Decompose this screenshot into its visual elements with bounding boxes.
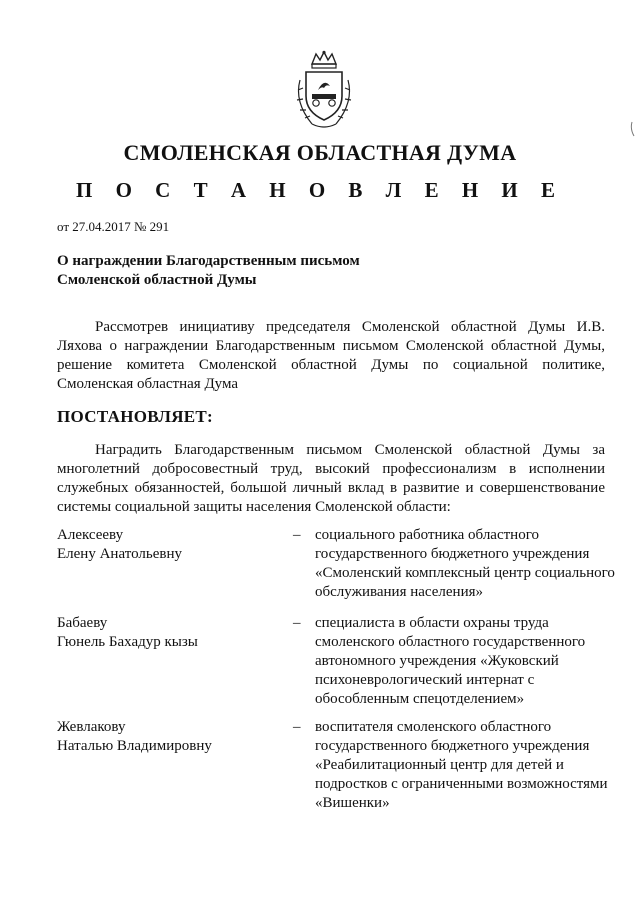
awardee-name [57,526,277,564]
document-number: от 27.04.2017 № 291 [57,219,170,234]
document-subject [57,252,457,290]
decision-paragraph: Наградить Благодарственным письмом Смоленской областной Думы за многолетний добросовестный труд, высокий профессионализм в исполнении служебных обязанностей, большой личный вклад в развитие и совершенствование системы социальной защиты населения Смоленской области: [57,442,605,515]
awardee-given-name: Гюнель Бахадур кызы [57,634,198,650]
resolves-heading: ПОСТАНОВЛЯЕТ: [57,407,214,426]
coat-of-arms-icon [292,50,356,132]
awardee-given-name: Наталью Владимировну [57,738,212,754]
awardee-given-name: Елену Анатольевну [57,546,182,562]
intro-paragraph: Рассмотрев инициативу председателя Смоленской областной Думы И.В. Ляхова о награждении Благодарственным письмом Смоленской областной Думы, решение комитета Смоленской областной Думы по социальной политике, Смоленская областная Дума [57,319,605,392]
awardee-dash: – [293,527,301,543]
awardee-description: воспитателя смоленского областного государственного бюджетного учреждения «Реабилитационный центр для детей и подростков с ограниченными возможностями «Вишенки» [315,719,608,811]
awardee-dash: – [293,615,301,631]
subject-line-2: Смоленской областной Думы [57,272,257,288]
awardee-dash: – [293,719,301,735]
awardee-name [57,614,277,652]
awardee-description: специалиста в области охраны труда смоленского областного государственного автономного учреждения «Жуковский психоневрологический интернат с обособленным спецотделением» [315,615,586,707]
document-type: П О С Т А Н О В Л Е Н И Е [75,178,564,202]
awardee-surname: Алексееву [57,527,124,543]
subject-line-1: О награждении Благодарственным письмом [57,253,360,269]
organization-title: СМОЛЕНСКАЯ ОБЛАСТНАЯ ДУМА [123,140,517,165]
awardee-description: социального работника областного государственного бюджетного учреждения «Смоленский комплексный центр социального обслуживания населения» [315,527,615,600]
awardee-name [57,718,277,756]
margin-mark-icon [628,120,640,138]
awardee-surname: Жевлакову [57,719,126,735]
awardee-surname: Бабаеву [57,615,108,631]
